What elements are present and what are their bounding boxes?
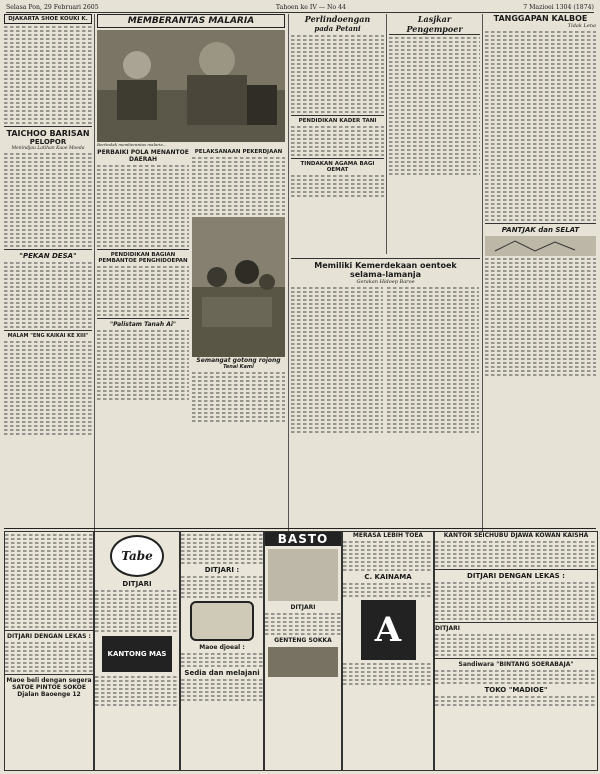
ad-sedia: Sedia dan melajani [184, 669, 260, 677]
ad-alamat: Djalan Baoenge 12 [17, 691, 81, 698]
col2-headline-2: PERBAIKI POLA MENANTOE DAERAH [97, 149, 189, 163]
ad-text [181, 576, 263, 598]
photo-malaria [97, 30, 285, 142]
ad-text [181, 534, 263, 564]
col5-subhead: Tidak Lena [567, 23, 596, 29]
article-body [291, 285, 383, 435]
ad-text [95, 676, 179, 706]
basto-logo: BASTO [265, 532, 341, 546]
masthead-date: Selasa Pon, 29 Februari 2605 [6, 3, 99, 11]
ad-column-6 [434, 531, 598, 771]
ad-text [95, 590, 179, 632]
tabe-logo [110, 535, 164, 577]
column-rule [94, 14, 95, 539]
col1-headline-4: MALAM "ENG KAIKAI KE XIII" [7, 333, 89, 339]
ad-genteng: GENTENG SOKKA [274, 637, 332, 644]
masthead-issue: Tahoen ke IV — No 44 [275, 3, 346, 11]
ad-ditjari: DITJARI : [204, 566, 240, 574]
col4-headline: Lasjkar Pengempoer [389, 14, 480, 35]
article-body [291, 126, 384, 156]
col2-headline-4: "Palistam Tanah Ai" [109, 321, 177, 328]
ad-maoe: Maoe beli dengan segera [6, 677, 92, 684]
ad-ditjari: DITJARI DENGAN LEKAS : [7, 633, 91, 640]
ad-text [343, 541, 433, 571]
ad-column-3 [180, 531, 264, 771]
article-body [389, 37, 480, 175]
column-rule [386, 14, 387, 254]
tabe-text: Tabe [121, 549, 153, 563]
ad-ditjari: DITJARI [435, 625, 461, 632]
article-body [291, 175, 384, 197]
ad-text [343, 663, 433, 685]
photo-field [192, 217, 285, 357]
column-3 [291, 14, 384, 254]
ad-text [5, 642, 93, 672]
ad-text [435, 696, 597, 706]
col5-headline: TANGGAPAN KALBOE [493, 14, 588, 23]
ads-divider [4, 528, 596, 529]
col3-headline-b: pada Petani [314, 24, 361, 33]
article-body [4, 341, 92, 435]
article-body [192, 157, 285, 215]
shoes-image [268, 549, 338, 601]
ad-ditjari: DITJARI [290, 604, 316, 611]
col1-headline-2-sub: PELOPOR [29, 138, 67, 146]
ad-toko: TOKO "MADIOE" [484, 686, 548, 694]
col2-headline-3b: PELAKSANAAN PEKERDJAAN [194, 149, 283, 155]
column-5 [485, 14, 596, 539]
ad-column-5 [342, 531, 434, 771]
ad-text [435, 670, 597, 684]
article-body [97, 330, 189, 400]
ad-ditjari: DITJARI [122, 580, 152, 588]
ad-maoe2: SATOE PINTOE SOKOE [12, 684, 86, 691]
article-body [387, 285, 479, 435]
col2-headline-5-sub: Tenai Kami [223, 364, 254, 370]
col3-headline-2: PENDIDIKAN KADER TANI [298, 118, 377, 124]
ad-maoe-djoeal: Maoe djoeal : [199, 644, 245, 651]
letter-a-logo: A [361, 600, 416, 660]
kemerdekaan-headline-b: selama-lamanja [349, 270, 422, 279]
ad-text [181, 679, 263, 701]
ad-text [343, 583, 433, 597]
kemerdekaan-subhead: Gerakan Hidoep Baroe [356, 279, 415, 285]
ad-kantor: KANTOR SEICHUBU DJAWA KOWAN KAISHA [443, 532, 589, 539]
ad-text [435, 634, 597, 656]
masthead-greg: 7 Mazioei 1304 (1874) [523, 3, 594, 11]
ad-kainama: C. KAINAMA [364, 573, 412, 581]
article-body [192, 372, 285, 422]
article-body [97, 165, 189, 247]
cartoon [485, 236, 596, 256]
ad-merasa: MERASA LEBIH TOEA [352, 532, 424, 539]
col1-headline-3: "PEKAN DESA" [19, 252, 77, 260]
ad-column-1 [4, 531, 94, 771]
col1-subhead: Menindjau Latihan Kaoe Moeda [11, 146, 85, 151]
ad-text [181, 653, 263, 667]
article-body [485, 258, 596, 376]
article-body [4, 262, 92, 328]
col1-headline: DJAKARTA SHOE KOUKI K. [4, 14, 92, 24]
ad-column-4 [264, 531, 342, 771]
masthead [6, 2, 594, 13]
ad-text [435, 541, 597, 567]
column-rule [288, 14, 289, 539]
article-body [485, 31, 596, 221]
col2-headline-5: Semangat gotong rojong [196, 357, 281, 364]
ad-ditjari: DITJARI DENGAN LEKAS : [467, 572, 565, 580]
col1-headline-2: TAICHOO BARISAN [6, 129, 90, 138]
kantong-mas-logo: KANTONG MAS [102, 636, 172, 672]
col3-headline: Perlindoengan [304, 14, 371, 24]
ad-sandiwara: Sandiwara "BINTANG SOERABAJA" [458, 661, 574, 668]
column-2 [97, 14, 285, 539]
ad-text [265, 613, 341, 635]
col2-headline: MEMBERANTAS MALARIA [97, 14, 285, 28]
column-rule [482, 14, 483, 539]
article-kemerdekaan [291, 256, 480, 536]
column-4 [389, 14, 480, 254]
photo-caption: Bertindak memberantas malaria... [97, 142, 167, 147]
article-body [97, 266, 189, 316]
col5-headline-2: PANTJAK dan SELAT [501, 226, 580, 234]
col3-headline-3: TINDAKAN AGAMA BAGI OEMAT [300, 161, 375, 173]
column-1 [4, 14, 92, 539]
article-body [4, 26, 92, 124]
article-body [4, 153, 92, 247]
product-image [190, 601, 254, 641]
col2-headline-3: PENDIDIKAN BAGIAN PEMBANTOE PENGHIDOEPAN [98, 252, 188, 264]
ad-text [435, 582, 597, 620]
ad-column-2 [94, 531, 180, 771]
ad-text [5, 534, 93, 628]
kemerdekaan-headline: Memiliki Kemerdekaan oentoek [314, 261, 457, 270]
genteng-image [268, 647, 338, 677]
article-body [291, 35, 384, 113]
